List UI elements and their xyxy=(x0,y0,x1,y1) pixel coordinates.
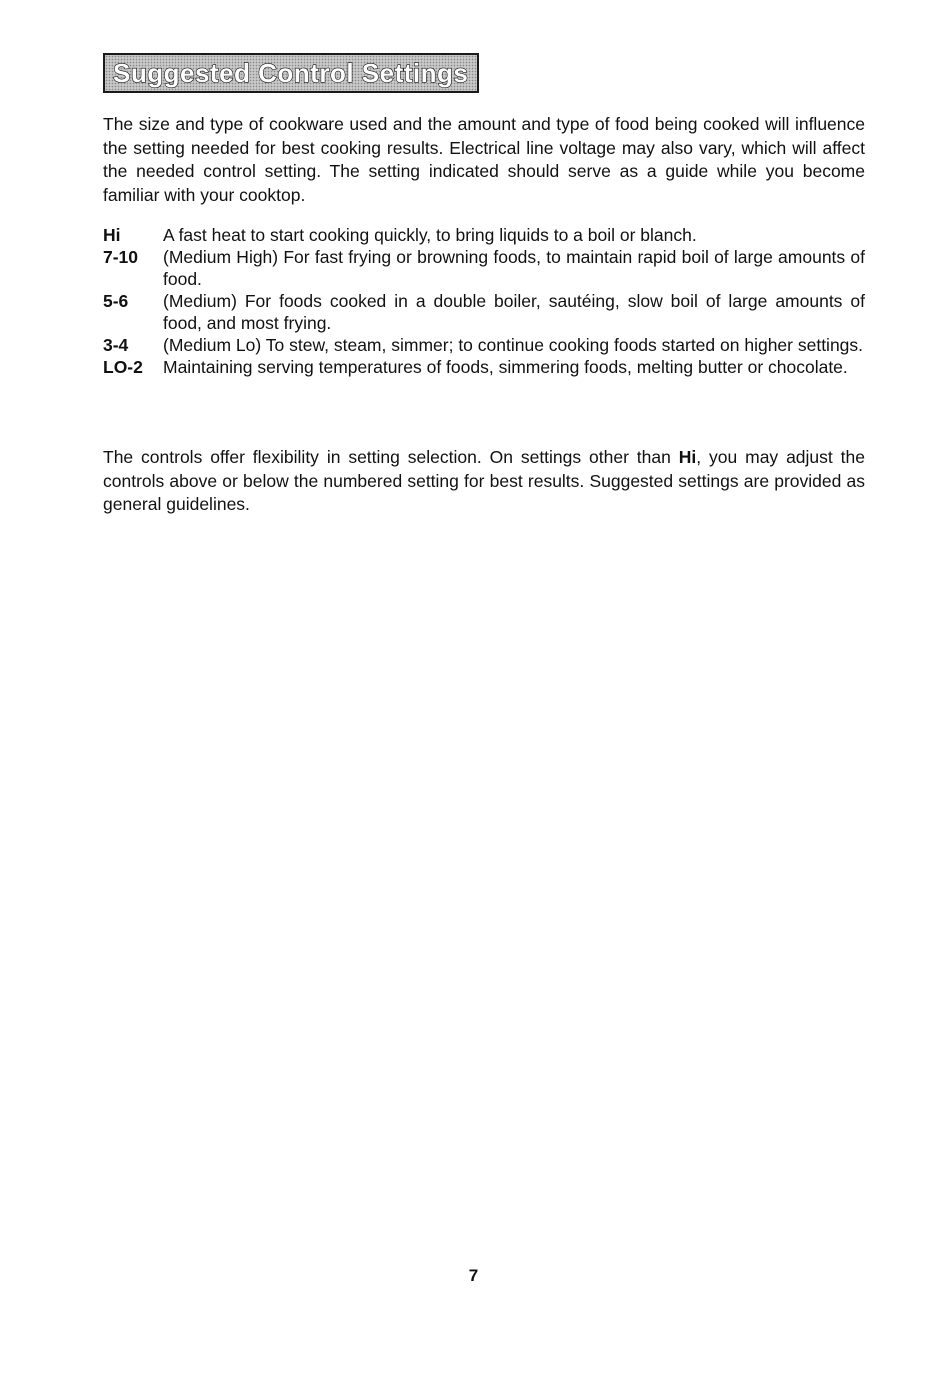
settings-list xyxy=(103,224,865,378)
setting-item-7-10 xyxy=(103,246,865,290)
setting-description: A fast heat to start cooking quickly, to bring liquids to a boil or blanch. xyxy=(163,225,697,245)
page-title: Suggested Control Settings xyxy=(113,57,469,88)
setting-description: (Medium High) For fast frying or browning foods, to maintain rapid boil of large amounts of food. xyxy=(163,247,865,289)
setting-key: 5-6 xyxy=(103,291,129,311)
setting-key: LO-2 xyxy=(103,357,143,377)
setting-key: Hi xyxy=(103,225,121,245)
setting-item-5-6 xyxy=(103,290,865,334)
intro-paragraph: The size and type of cookware used and the amount and type of food being cooked will influence the setting needed for best cooking results. Electrical line voltage may also vary, which will affect the needed control setting. The setting indicated should serve as a guide while you become familiar with your cooktop. xyxy=(103,114,865,205)
setting-item-hi xyxy=(103,224,865,246)
page-number: 7 xyxy=(468,1266,479,1285)
setting-description: Maintaining serving temperatures of foods, simmering foods, melting butter or chocolate. xyxy=(163,357,848,377)
setting-key: 3-4 xyxy=(103,335,129,355)
closing-text-end: , you may adjust the controls above or below the numbered setting for best results. Suggested settings are provided as general guidelines. xyxy=(103,447,865,514)
section-heading-box xyxy=(103,53,479,93)
closing-paragraph xyxy=(103,446,865,517)
setting-description: (Medium Lo) To stew, steam, simmer; to continue cooking foods started on higher settings. xyxy=(163,335,864,355)
setting-item-3-4 xyxy=(103,334,865,356)
setting-item-lo-2 xyxy=(103,356,865,378)
closing-emphasis: Hi xyxy=(678,447,697,467)
setting-description: (Medium) For foods cooked in a double boiler, sautéing, slow boil of large amounts of food, and most frying. xyxy=(163,291,865,333)
closing-text-start: The controls offer flexibility in setting selection. On settings other than xyxy=(103,447,679,467)
setting-key: 7-10 xyxy=(103,247,139,267)
